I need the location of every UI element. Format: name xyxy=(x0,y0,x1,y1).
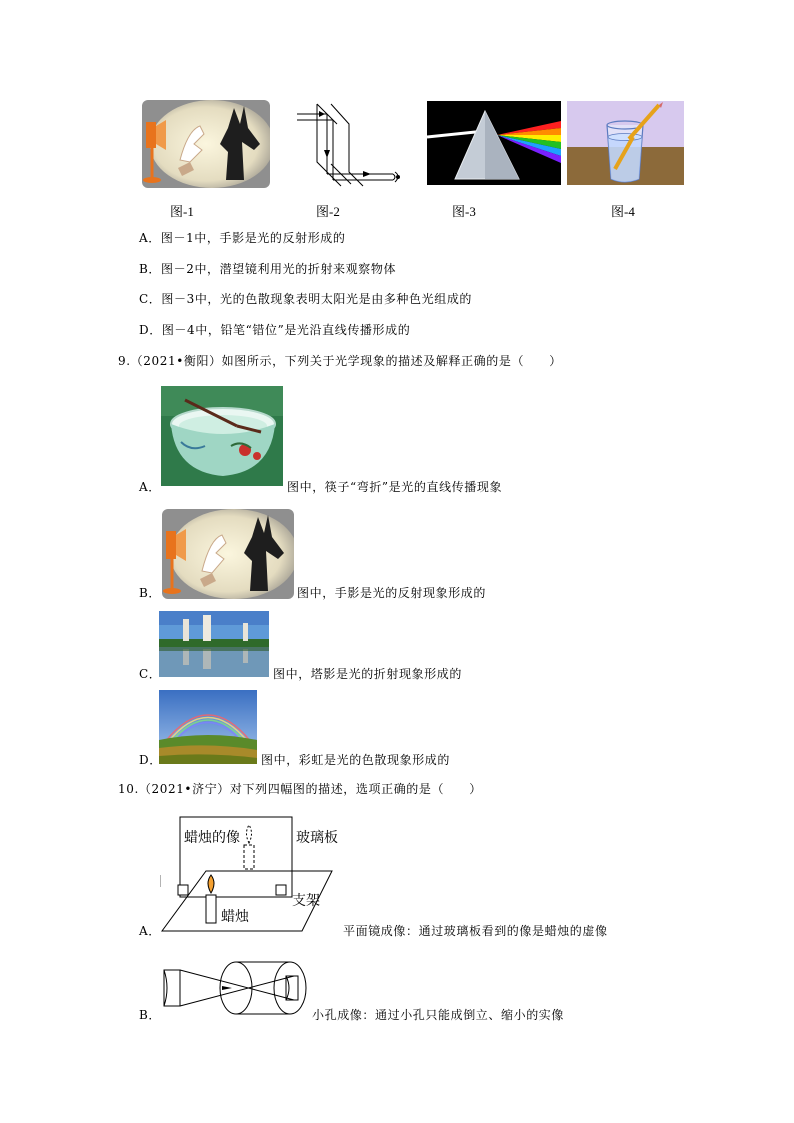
q9-option-d-letter: D． xyxy=(139,753,162,767)
q8-option-c: C．图－3中，光的色散现象表明太阳光是由多种色光组成的 xyxy=(139,292,473,306)
fig-1-caption: 图-1 xyxy=(170,204,194,219)
fig-4-pencil-in-glass xyxy=(567,101,684,185)
q9-c-image-pagoda-reflection xyxy=(159,611,269,677)
label-candle: 蜡烛 xyxy=(221,909,249,925)
q9-option-a-letter: A． xyxy=(139,480,161,494)
fig-3-prism-dispersion xyxy=(427,101,561,185)
fig-1-hand-shadow xyxy=(142,100,270,188)
q9-option-b-text: 图中，手影是光的反射现象形成的 xyxy=(297,586,487,600)
q8-option-d: D．图－4中，铅笔“错位”是光沿直线传播形成的 xyxy=(139,323,411,337)
q9-option-a-text: 图中，筷子“弯折”是光的直线传播现象 xyxy=(287,480,503,494)
q10-option-a-text: 平面镜成像：通过玻璃板看到的像是蜡烛的虚像 xyxy=(343,924,608,938)
q10-b-diagram-pinhole xyxy=(160,960,310,1024)
q9-a-image-chopsticks-bowl xyxy=(161,386,283,486)
q9-option-b-letter: B． xyxy=(139,586,162,600)
q8-option-b: B．图－2中，潜望镜利用光的折射来观察物体 xyxy=(139,262,397,276)
fig-2-periscope xyxy=(297,102,407,188)
q8-option-a: A．图－1中，手影是光的反射形成的 xyxy=(139,231,346,245)
label-candle-image: 蜡烛的像 xyxy=(184,830,240,846)
q10-option-b-letter: B． xyxy=(139,1008,162,1022)
q9-option-c-letter: C． xyxy=(139,667,162,681)
fig-4-caption: 图-4 xyxy=(611,204,635,219)
q9-b-image-hand-shadow xyxy=(162,509,294,599)
fig-3-caption: 图-3 xyxy=(452,204,476,219)
q9-d-image-rainbow xyxy=(159,690,257,764)
q10-option-a-letter: A． xyxy=(139,924,161,938)
fig-2-caption: 图-2 xyxy=(316,204,340,219)
q10-stem: 10.（2021•济宁）对下列四幅图的描述，选项正确的是（ ） xyxy=(118,782,482,796)
q9-stem: 9.（2021•衡阳）如图所示，下列关于光学现象的描述及解释正确的是（ ） xyxy=(118,354,562,368)
label-stand: 支架 xyxy=(292,893,320,909)
q10-option-b-text: 小孔成像：通过小孔只能成倒立、缩小的实像 xyxy=(312,1008,565,1022)
q9-option-d-text: 图中，彩虹是光的色散现象形成的 xyxy=(261,753,451,767)
label-glass-plate: 玻璃板 xyxy=(296,830,338,846)
q9-option-c-text: 图中，塔影是光的折射现象形成的 xyxy=(273,667,463,681)
